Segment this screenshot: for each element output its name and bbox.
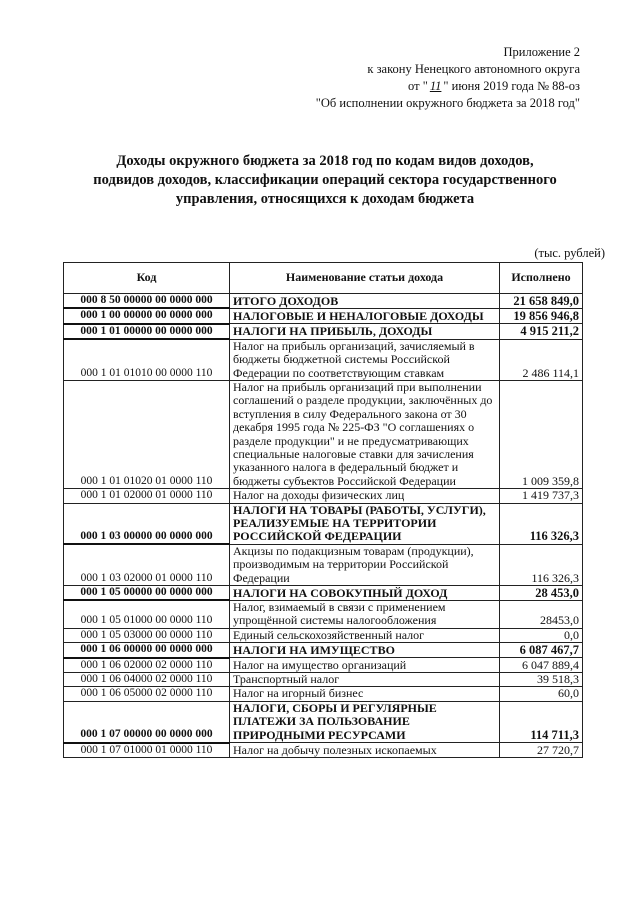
row-executed: 28453,0 <box>500 600 583 628</box>
date-prefix: от " <box>408 79 428 93</box>
row-code: 000 1 01 00000 00 0000 000 <box>64 324 230 339</box>
table-row <box>64 294 583 309</box>
row-code: 000 1 05 01000 00 0000 110 <box>64 600 230 628</box>
row-executed: 6 087 467,7 <box>500 643 583 658</box>
header-name: Наименование статьи дохода <box>230 263 500 294</box>
appendix-header <box>260 44 580 112</box>
row-code: 000 1 06 00000 00 0000 000 <box>64 643 230 658</box>
row-executed: 4 915 211,2 <box>500 324 583 339</box>
row-name: НАЛОГИ НА ИМУЩЕСТВО <box>230 643 500 658</box>
row-executed: 6 047 889,4 <box>500 658 583 673</box>
row-name: Акцизы по подакцизным товарам (продукции), производимым на территории Российской Федерации <box>230 544 500 585</box>
table-row <box>64 743 583 758</box>
row-executed: 27 720,7 <box>500 743 583 758</box>
table-row <box>64 503 583 544</box>
row-name: Налог на добычу полезных ископаемых <box>230 743 500 758</box>
row-code: 000 1 00 00000 00 0000 000 <box>64 308 230 323</box>
header-executed: Исполнено <box>500 263 583 294</box>
table-row <box>64 339 583 380</box>
row-code: 000 1 07 01000 01 0000 110 <box>64 743 230 758</box>
row-code: 000 1 06 02000 02 0000 110 <box>64 658 230 673</box>
row-name: Налог на прибыль организаций, зачисляемый в бюджеты бюджетной системы Российской Федерации по соответствующим ставкам <box>230 339 500 380</box>
table-row <box>64 380 583 488</box>
row-code: 000 1 03 00000 00 0000 000 <box>64 503 230 544</box>
row-name: Налог на доходы физических лиц <box>230 489 500 503</box>
table-body <box>64 294 583 758</box>
row-executed: 19 856 946,8 <box>500 308 583 323</box>
table-row <box>64 643 583 658</box>
title-line: подвидов доходов, классификации операций сектора государственного <box>93 172 557 188</box>
row-executed: 116 326,3 <box>500 544 583 585</box>
appendix-number: Приложение 2 <box>503 45 580 59</box>
table-row <box>64 701 583 742</box>
row-executed: 28 453,0 <box>500 586 583 601</box>
table-row <box>64 672 583 686</box>
row-name: НАЛОГИ НА ТОВАРЫ (РАБОТЫ, УСЛУГИ), РЕАЛИЗУЕМЫЕ НА ТЕРРИТОРИИ РОССИЙСКОЙ ФЕДЕРАЦИИ <box>230 503 500 544</box>
row-code: 000 8 50 00000 00 0000 000 <box>64 294 230 309</box>
row-name: НАЛОГИ НА СОВОКУПНЫЙ ДОХОД <box>230 586 500 601</box>
table-header-row <box>64 263 583 294</box>
row-executed: 114 711,3 <box>500 701 583 742</box>
table-row <box>64 586 583 601</box>
row-executed: 2 486 114,1 <box>500 339 583 380</box>
table-row <box>64 324 583 339</box>
row-code: 000 1 03 02000 01 0000 110 <box>64 544 230 585</box>
row-name: Налог на прибыль организаций при выполнении соглашений о разделе продукции, заключённых до вступления в силу Федерального закона от 30 декабря 1995 года № 225-ФЗ "О соглашениях о разделе продукции" и не предусматривающих специальные налоговые ставки для зачисления указанного налога в федеральный бюджет и бюджеты субъектов Российской Федерации <box>230 380 500 488</box>
row-name: Транспортный налог <box>230 672 500 686</box>
revenue-table <box>63 262 583 758</box>
row-executed: 116 326,3 <box>500 503 583 544</box>
row-code: 000 1 07 00000 00 0000 000 <box>64 701 230 742</box>
row-name: ИТОГО ДОХОДОВ <box>230 294 500 309</box>
row-code: 000 1 05 03000 00 0000 110 <box>64 628 230 642</box>
table-row <box>64 544 583 585</box>
row-executed: 60,0 <box>500 687 583 701</box>
row-name: НАЛОГИ НА ПРИБЫЛЬ, ДОХОДЫ <box>230 324 500 339</box>
row-executed: 1 419 737,3 <box>500 489 583 503</box>
row-name: Единый сельскохозяйственный налог <box>230 628 500 642</box>
table-row <box>64 600 583 628</box>
appendix-law-reference: к закону Ненецкого автономного округа <box>367 62 580 76</box>
row-executed: 1 009 359,8 <box>500 380 583 488</box>
table-row <box>64 308 583 323</box>
table-row <box>64 628 583 642</box>
title-line: управления, относящихся к доходам бюджета <box>175 191 475 207</box>
row-code: 000 1 06 04000 02 0000 110 <box>64 672 230 686</box>
appendix-law-title: "Об исполнении окружного бюджета за 2018 год" <box>315 96 580 110</box>
row-executed: 39 518,3 <box>500 672 583 686</box>
row-name: НАЛОГИ, СБОРЫ И РЕГУЛЯРНЫЕ ПЛАТЕЖИ ЗА ПОЛЬЗОВАНИЕ ПРИРОДНЫМИ РЕСУРСАМИ <box>230 701 500 742</box>
row-name: Налог на имущество организаций <box>230 658 500 673</box>
row-code: 000 1 01 01010 00 0000 110 <box>64 339 230 380</box>
row-code: 000 1 01 01020 01 0000 110 <box>64 380 230 488</box>
row-name: Налог, взимаемый в связи с применением упрощённой системы налогообложения <box>230 600 500 628</box>
date-suffix: " июня 2019 года № 88-оз <box>443 79 580 93</box>
appendix-law-date <box>260 78 580 95</box>
title-line: Доходы окружного бюджета за 2018 год по кодам видов доходов, <box>116 153 534 169</box>
row-executed: 21 658 849,0 <box>500 294 583 309</box>
document-title <box>40 152 610 209</box>
row-name: Налог на игорный бизнес <box>230 687 500 701</box>
row-code: 000 1 05 00000 00 0000 000 <box>64 586 230 601</box>
units-label: (тыс. рублей) <box>534 246 605 260</box>
table-row <box>64 489 583 503</box>
table-row <box>64 658 583 673</box>
header-code: Код <box>64 263 230 294</box>
row-code: 000 1 01 02000 01 0000 110 <box>64 489 230 503</box>
table-row <box>64 687 583 701</box>
date-day: 11 <box>429 79 442 93</box>
row-name: НАЛОГОВЫЕ И НЕНАЛОГОВЫЕ ДОХОДЫ <box>230 308 500 323</box>
row-executed: 0,0 <box>500 628 583 642</box>
row-code: 000 1 06 05000 02 0000 110 <box>64 687 230 701</box>
